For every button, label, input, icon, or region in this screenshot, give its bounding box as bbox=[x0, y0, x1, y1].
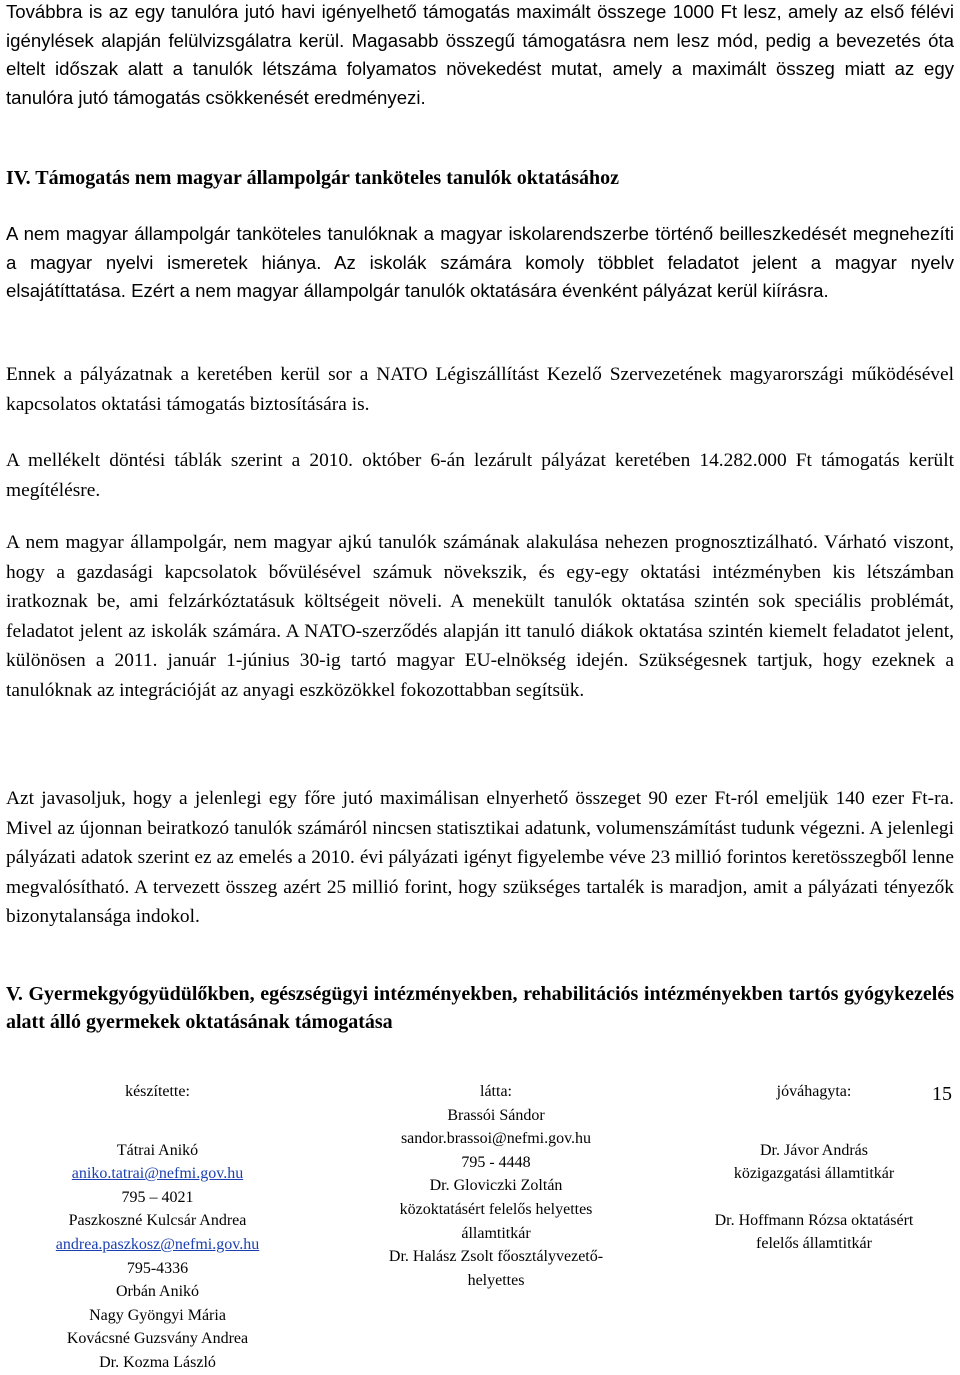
reviewer-title: helyettes bbox=[467, 1271, 525, 1289]
author-name: Tátrai Anikó bbox=[116, 1141, 199, 1159]
author-phone: 795 – 4021 bbox=[121, 1188, 194, 1206]
section-iv-paragraph-3: A mellékelt döntési táblák szerint a 2010. október 6-án lezárult pályázat keretében 14.282.000 Ft támogatás került megítélésre. bbox=[6, 450, 954, 501]
reviewer-phone: 795 - 4448 bbox=[461, 1153, 531, 1171]
reviewer-title: közoktatásért felelős helyettes bbox=[399, 1200, 593, 1218]
author-name: Paszkoszné Kulcsár Andrea bbox=[68, 1212, 247, 1230]
reviewer-name: Dr. Halász Zsolt főosztályvezető- bbox=[388, 1248, 604, 1266]
author-name: Dr. Kozma László bbox=[99, 1353, 216, 1371]
author-email-link[interactable]: aniko.tatrai@nefmi.gov.hu bbox=[71, 1165, 244, 1183]
approved-label: jóváhagyta: bbox=[776, 1083, 852, 1100]
prepared-label: készítette: bbox=[125, 1083, 190, 1100]
seen-label: látta: bbox=[480, 1083, 512, 1100]
prepared-by-column bbox=[20, 1080, 295, 1375]
intro-paragraph: Továbbra is az egy tanulóra jutó havi igényelhető támogatás maximált összege 1000 Ft lesz, amely az első félévi igénylések alapján felülvizsgálatra kerül. Magasabb összegű támogatásra nem lesz mód, pedig a bevezetés óta eltelt időszak alatt a tanulók létszáma folyamatos növekedést mutat, amely a maximált összeg miatt az egy tanulóra jutó támogatás csökkenését eredményezi. bbox=[6, 1, 954, 108]
author-phone: 795-4336 bbox=[126, 1259, 189, 1277]
approver-title: közigazgatási államtitkár bbox=[733, 1165, 895, 1183]
approver-name: Dr. Jávor András bbox=[760, 1141, 868, 1159]
page-number: 15 bbox=[932, 1083, 952, 1105]
section-iv-paragraph-1: A nem magyar állampolgár tanköteles tanulóknak a magyar iskolarendszerbe történő beilleszkedését megnehezíti a magyar nyelvi ismeretek hiánya. Az iskolák számára komoly többlet feladatot jelent a magyar nyelv elsajátíttatása. Ezért a nem magyar állampolgár tanulók oktatására évenként pályázat kerül kiírásra. bbox=[6, 223, 954, 301]
reviewer-title: államtitkár bbox=[461, 1224, 531, 1242]
approver-title: felelős államtitkár bbox=[756, 1235, 872, 1253]
approved-by-column bbox=[690, 1080, 938, 1256]
author-name: Orbán Anikó bbox=[115, 1283, 200, 1301]
reviewer-name: Brassói Sándor bbox=[447, 1106, 545, 1124]
section-iv-paragraph-4: A nem magyar állampolgár, nem magyar ajkú tanulók számának alakulása nehezen prognosztizálható. Várható viszont, hogy a gazdasági kapcsolatok bővülésével számuk növekszik, és egy-egy oktatási intézményben kis létszámban iratkoznak be, ami felzárkóztatásuk költségeit növeli. A menekült tanulók oktatása szintén sok speciális problémát, feladatot jelent az iskolák számára. A NATO-szerződés alapján itt tanuló diákok oktatása szintén kiemelt feladatot jelent, különösen a 2011. január 1-június 30-ig tartó magyar EU-elnökség idején. Szükségesnek tartjuk, hogy ezeknek a tanulóknak az integrációját az anyagi eszközökkel fokozottabban segítsük. bbox=[6, 532, 954, 701]
seen-by-column bbox=[355, 1080, 637, 1292]
author-name: Nagy Gyöngyi Mária bbox=[89, 1306, 226, 1324]
section-iv-paragraph-5: Azt javasoljuk, hogy a jelenlegi egy főre jutó maximálisan elnyerhető összeget 90 ezer Ft-ról emeljük 140 ezer Ft-ra. Mivel az újonnan beiratkozó tanulók számáról nincsen statisztikai adatunk, volumenszámítást tudunk végezni. A jelenlegi pályázati adatok szerint ez az emelés a 2010. évi pályázati igényt figyelembe véve 23 millió forintos keretösszegből lenne megvalósítható. A tervezett összeg azért 25 millió forint, hogy szükséges tartalék is maradjon, amit a pályázati tényezők bizonytalansága indokol. bbox=[6, 788, 954, 927]
author-name: Kovácsné Guzsvány Andrea bbox=[66, 1330, 249, 1348]
section-v-heading: V. Gyermekgyógyüdülőkben, egészségügyi intézményekben, rehabilitációs intézményekben tartós gyógykezelés alatt álló gyermekek oktatásának támogatása bbox=[6, 983, 954, 1033]
reviewer-name: Dr. Gloviczki Zoltán bbox=[429, 1177, 563, 1195]
reviewer-email: sandor.brassoi@nefmi.gov.hu bbox=[400, 1130, 592, 1148]
author-email-link[interactable]: andrea.paszkosz@nefmi.gov.hu bbox=[55, 1235, 260, 1253]
approver-name: Dr. Hoffmann Rózsa oktatásért bbox=[714, 1211, 914, 1229]
section-iv-paragraph-2: Ennek a pályázatnak a keretében kerül sor a NATO Légiszállítást Kezelő Szervezetének magyarországi működésével kapcsolatos oktatási támogatás biztosítására is. bbox=[6, 364, 954, 415]
section-iv-heading: IV. Támogatás nem magyar állampolgár tanköteles tanulók oktatásához bbox=[6, 167, 620, 189]
